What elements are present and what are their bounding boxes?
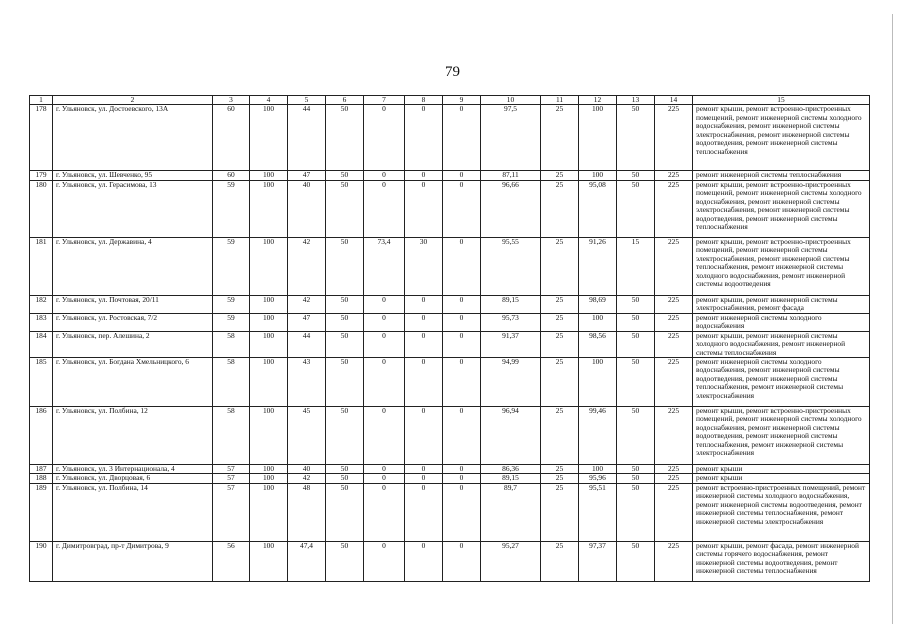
value-cell: 59 (213, 237, 250, 295)
value-cell: 97,37 (579, 541, 617, 581)
address-cell: г. Ульяновск, ул. Ростовская, 7/2 (53, 313, 213, 331)
scan-edge-line (892, 14, 893, 624)
value-cell: 50 (326, 464, 364, 473)
value-cell: 0 (364, 295, 405, 313)
value-cell: 50 (326, 313, 364, 331)
table-row (30, 541, 870, 581)
value-cell: 225 (655, 105, 693, 171)
value-cell: 0 (443, 406, 481, 464)
value-cell: 100 (250, 541, 288, 581)
column-number-cell: 5 (288, 96, 326, 105)
column-number-row (30, 96, 870, 105)
value-cell: 96,94 (481, 406, 541, 464)
table-row (30, 313, 870, 331)
value-cell: 25 (541, 237, 579, 295)
value-cell: 57 (213, 483, 250, 541)
value-cell: 25 (541, 295, 579, 313)
value-cell: 0 (443, 105, 481, 171)
value-cell: 43 (288, 357, 326, 406)
value-cell: 89,7 (481, 483, 541, 541)
value-cell: 225 (655, 474, 693, 483)
value-cell: 225 (655, 295, 693, 313)
row-number-cell: 178 (30, 105, 53, 171)
value-cell: 89,15 (481, 474, 541, 483)
value-cell: 0 (405, 474, 443, 483)
value-cell: 0 (443, 180, 481, 237)
column-number-cell: 13 (617, 96, 655, 105)
value-cell: 0 (405, 357, 443, 406)
value-cell: 225 (655, 237, 693, 295)
value-cell: 0 (443, 313, 481, 331)
value-cell: 95,08 (579, 180, 617, 237)
value-cell: 50 (617, 541, 655, 581)
column-number-cell: 3 (213, 96, 250, 105)
table-row (30, 474, 870, 483)
address-cell: г. Ульяновск, ул. Почтовая, 20/11 (53, 295, 213, 313)
works-list-cell: ремонт крыши (693, 464, 870, 473)
row-number-cell: 180 (30, 180, 53, 237)
value-cell: 0 (443, 357, 481, 406)
value-cell: 59 (213, 313, 250, 331)
address-cell: г. Ульяновск, пер. Алешина, 2 (53, 331, 213, 357)
works-list-cell: ремонт крыши, ремонт встроенно-пристроенных помещений, ремонт инженерной системы холодного водоснабжения, ремонт инженерной системы электроснабжения, ремонт инженерной системы водоотведения, ремонт инженерной системы теплоснабжения (693, 180, 870, 237)
row-number-cell: 182 (30, 295, 53, 313)
value-cell: 100 (579, 105, 617, 171)
value-cell: 0 (364, 541, 405, 581)
value-cell: 40 (288, 464, 326, 473)
value-cell: 0 (443, 295, 481, 313)
value-cell: 25 (541, 357, 579, 406)
value-cell: 0 (443, 464, 481, 473)
row-number-cell: 186 (30, 406, 53, 464)
address-cell: г. Ульяновск, ул. Герасимова, 13 (53, 180, 213, 237)
value-cell: 0 (364, 180, 405, 237)
column-number-cell: 8 (405, 96, 443, 105)
value-cell: 100 (250, 295, 288, 313)
value-cell: 225 (655, 331, 693, 357)
works-list-cell: ремонт инженерной системы холодного водоснабжения, ремонт инженерной системы водоотведения, ремонт инженерной системы теплоснабжения, ремонт инженерной системы электроснабжения (693, 357, 870, 406)
value-cell: 42 (288, 474, 326, 483)
works-list-cell: ремонт крыши, ремонт инженерной системы электроснабжения, ремонт фасада (693, 295, 870, 313)
value-cell: 50 (617, 331, 655, 357)
value-cell: 50 (617, 171, 655, 180)
value-cell: 50 (326, 331, 364, 357)
row-number-cell: 185 (30, 357, 53, 406)
address-cell: г. Ульяновск, ул. Богдана Хмельницкого, 6 (53, 357, 213, 406)
column-number-cell: 6 (326, 96, 364, 105)
value-cell: 25 (541, 464, 579, 473)
row-number-cell: 183 (30, 313, 53, 331)
value-cell: 30 (405, 237, 443, 295)
value-cell: 100 (250, 357, 288, 406)
table-row (30, 105, 870, 171)
works-list-cell: ремонт крыши, ремонт встроенно-пристроенных помещений, ремонт инженерной системы холодного водоснабжения, ремонт инженерной системы водоотведения, ремонт инженерной системы теплоснабжения, ремонт инженерной системы электроснабжения (693, 406, 870, 464)
column-number-cell: 7 (364, 96, 405, 105)
value-cell: 94,99 (481, 357, 541, 406)
address-cell: г. Ульяновск, ул. 3 Интернационала, 4 (53, 464, 213, 473)
column-number-cell: 11 (541, 96, 579, 105)
value-cell: 95,96 (579, 474, 617, 483)
value-cell: 100 (250, 474, 288, 483)
value-cell: 15 (617, 237, 655, 295)
column-number-cell: 1 (30, 96, 53, 105)
address-cell: г. Димитровград, пр-т Димитрова, 9 (53, 541, 213, 581)
table-row (30, 237, 870, 295)
address-cell: г. Ульяновск, ул. Достоевского, 13А (53, 105, 213, 171)
value-cell: 45 (288, 406, 326, 464)
table-row (30, 357, 870, 406)
value-cell: 44 (288, 331, 326, 357)
address-cell: г. Ульяновск, ул. Шевченко, 95 (53, 171, 213, 180)
column-number-cell: 14 (655, 96, 693, 105)
works-list-cell: ремонт крыши, ремонт встроенно-пристроенных помещений, ремонт инженерной системы холодного водоснабжения, ремонт инженерной системы электроснабжения, ремонт инженерной системы водоотведения, ремонт инженерной системы теплоснабжения (693, 105, 870, 171)
value-cell: 25 (541, 105, 579, 171)
value-cell: 47 (288, 171, 326, 180)
value-cell: 48 (288, 483, 326, 541)
value-cell: 0 (443, 171, 481, 180)
value-cell: 50 (326, 180, 364, 237)
value-cell: 100 (250, 483, 288, 541)
address-cell: г. Ульяновск, ул. Дворцовая, 6 (53, 474, 213, 483)
page-number: 79 (445, 64, 460, 80)
table-row (30, 483, 870, 541)
value-cell: 50 (326, 105, 364, 171)
value-cell: 95,27 (481, 541, 541, 581)
value-cell: 47 (288, 313, 326, 331)
value-cell: 0 (364, 313, 405, 331)
table-row (30, 331, 870, 357)
value-cell: 50 (326, 237, 364, 295)
value-cell: 0 (364, 331, 405, 357)
value-cell: 0 (405, 541, 443, 581)
value-cell: 60 (213, 105, 250, 171)
value-cell: 25 (541, 180, 579, 237)
value-cell: 56 (213, 541, 250, 581)
value-cell: 73,4 (364, 237, 405, 295)
value-cell: 100 (579, 357, 617, 406)
table-row (30, 295, 870, 313)
value-cell: 100 (250, 464, 288, 473)
value-cell: 50 (326, 474, 364, 483)
buildings-table (29, 95, 870, 582)
value-cell: 100 (250, 406, 288, 464)
column-number-cell: 9 (443, 96, 481, 105)
column-number-cell: 10 (481, 96, 541, 105)
value-cell: 89,15 (481, 295, 541, 313)
row-number-cell: 188 (30, 474, 53, 483)
value-cell: 91,26 (579, 237, 617, 295)
works-list-cell: ремонт инженерной системы холодного водоснабжения (693, 313, 870, 331)
value-cell: 25 (541, 171, 579, 180)
column-number-cell: 12 (579, 96, 617, 105)
table-row (30, 464, 870, 473)
value-cell: 0 (443, 483, 481, 541)
value-cell: 0 (443, 237, 481, 295)
value-cell: 50 (617, 295, 655, 313)
value-cell: 25 (541, 474, 579, 483)
value-cell: 100 (579, 313, 617, 331)
value-cell: 0 (364, 105, 405, 171)
address-cell: г. Ульяновск, ул. Полбина, 12 (53, 406, 213, 464)
value-cell: 0 (364, 464, 405, 473)
value-cell: 95,55 (481, 237, 541, 295)
value-cell: 0 (405, 313, 443, 331)
value-cell: 50 (326, 406, 364, 464)
value-cell: 87,11 (481, 171, 541, 180)
value-cell: 0 (364, 171, 405, 180)
value-cell: 50 (617, 357, 655, 406)
value-cell: 25 (541, 483, 579, 541)
value-cell: 25 (541, 541, 579, 581)
value-cell: 0 (405, 295, 443, 313)
address-cell: г. Ульяновск, ул. Державина, 4 (53, 237, 213, 295)
value-cell: 0 (405, 483, 443, 541)
value-cell: 225 (655, 171, 693, 180)
value-cell: 98,69 (579, 295, 617, 313)
row-number-cell: 184 (30, 331, 53, 357)
value-cell: 0 (443, 541, 481, 581)
row-number-cell: 179 (30, 171, 53, 180)
value-cell: 50 (617, 464, 655, 473)
value-cell: 0 (443, 474, 481, 483)
value-cell: 97,5 (481, 105, 541, 171)
value-cell: 42 (288, 295, 326, 313)
value-cell: 57 (213, 464, 250, 473)
value-cell: 58 (213, 357, 250, 406)
value-cell: 100 (250, 331, 288, 357)
value-cell: 96,66 (481, 180, 541, 237)
works-list-cell: ремонт крыши (693, 474, 870, 483)
value-cell: 50 (326, 483, 364, 541)
works-list-cell: ремонт встроенно-пристроенных помещений, ремонт инженерной системы холодного водоснабжения, ремонт инженерной системы водоотведения, ремонт инженерной системы теплоснабжения, ремонт инженерной системы электроснабжения (693, 483, 870, 541)
value-cell: 0 (364, 406, 405, 464)
value-cell: 50 (326, 357, 364, 406)
value-cell: 225 (655, 464, 693, 473)
value-cell: 60 (213, 171, 250, 180)
value-cell: 100 (250, 313, 288, 331)
value-cell: 98,56 (579, 331, 617, 357)
value-cell: 100 (579, 464, 617, 473)
value-cell: 50 (617, 180, 655, 237)
value-cell: 95,51 (579, 483, 617, 541)
row-number-cell: 189 (30, 483, 53, 541)
value-cell: 100 (250, 180, 288, 237)
value-cell: 47,4 (288, 541, 326, 581)
table-row (30, 406, 870, 464)
value-cell: 50 (326, 171, 364, 180)
value-cell: 225 (655, 313, 693, 331)
value-cell: 44 (288, 105, 326, 171)
value-cell: 40 (288, 180, 326, 237)
value-cell: 58 (213, 406, 250, 464)
value-cell: 0 (364, 357, 405, 406)
table-row (30, 171, 870, 180)
value-cell: 25 (541, 313, 579, 331)
value-cell: 225 (655, 406, 693, 464)
value-cell: 59 (213, 180, 250, 237)
value-cell: 50 (617, 474, 655, 483)
value-cell: 42 (288, 237, 326, 295)
value-cell: 59 (213, 295, 250, 313)
column-number-cell: 15 (693, 96, 870, 105)
value-cell: 86,36 (481, 464, 541, 473)
column-number-cell: 2 (53, 96, 213, 105)
works-list-cell: ремонт крыши, ремонт фасада, ремонт инженерной системы горячего водоснабжения, ремонт инженерной системы водоотведения, ремонт инженерной системы теплоснабжения (693, 541, 870, 581)
value-cell: 100 (579, 171, 617, 180)
value-cell: 50 (617, 313, 655, 331)
value-cell: 50 (617, 105, 655, 171)
value-cell: 0 (405, 105, 443, 171)
value-cell: 100 (250, 171, 288, 180)
row-number-cell: 187 (30, 464, 53, 473)
value-cell: 0 (405, 180, 443, 237)
value-cell: 225 (655, 483, 693, 541)
value-cell: 50 (617, 483, 655, 541)
value-cell: 50 (326, 541, 364, 581)
value-cell: 0 (364, 474, 405, 483)
value-cell: 50 (617, 406, 655, 464)
table-row (30, 180, 870, 237)
value-cell: 225 (655, 541, 693, 581)
value-cell: 0 (405, 171, 443, 180)
value-cell: 100 (250, 105, 288, 171)
value-cell: 100 (250, 237, 288, 295)
works-list-cell: ремонт крыши, ремонт встроенно-пристроенных помещений, ремонт инженерной системы электроснабжения, ремонт инженерной системы теплоснабжения, ремонт инженерной системы холодного водоснабжения, ремонт инженерной системы водоотведения (693, 237, 870, 295)
column-number-cell: 4 (250, 96, 288, 105)
row-number-cell: 190 (30, 541, 53, 581)
value-cell: 0 (405, 331, 443, 357)
row-number-cell: 181 (30, 237, 53, 295)
value-cell: 25 (541, 331, 579, 357)
works-list-cell: ремонт крыши, ремонт инженерной системы холодного водоснабжения, ремонт инженерной системы теплоснабжения (693, 331, 870, 357)
value-cell: 58 (213, 331, 250, 357)
value-cell: 50 (326, 295, 364, 313)
value-cell: 99,46 (579, 406, 617, 464)
value-cell: 225 (655, 180, 693, 237)
value-cell: 25 (541, 406, 579, 464)
address-cell: г. Ульяновск, ул. Полбина, 14 (53, 483, 213, 541)
value-cell: 95,73 (481, 313, 541, 331)
value-cell: 0 (364, 483, 405, 541)
value-cell: 0 (443, 331, 481, 357)
works-list-cell: ремонт инженерной системы теплоснабжения (693, 171, 870, 180)
value-cell: 0 (405, 406, 443, 464)
value-cell: 225 (655, 357, 693, 406)
value-cell: 0 (405, 464, 443, 473)
value-cell: 91,37 (481, 331, 541, 357)
value-cell: 57 (213, 474, 250, 483)
